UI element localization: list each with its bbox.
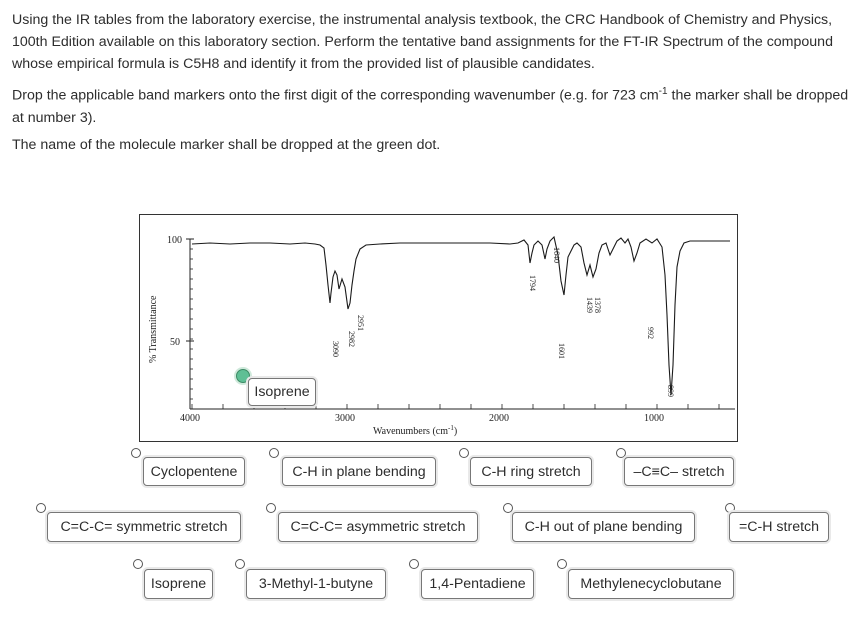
placed-marker-isoprene[interactable] [248, 378, 316, 406]
marker-ccc-asymmetric-stretch[interactable] [278, 512, 478, 542]
marker-ch-in-plane-bending[interactable] [282, 457, 436, 486]
peak-label: 1439 [585, 297, 594, 313]
marker-handle[interactable] [269, 448, 279, 458]
instruction-text: the marker shall be dropped at number 3). [12, 87, 849, 126]
marker-label: C-H out of plane bending [524, 519, 683, 535]
peak-label: 899 [666, 385, 675, 397]
superscript: -1 [658, 86, 668, 97]
x-tick-label-3000: 3000 [335, 413, 355, 424]
marker-ccc-symmetric-stretch[interactable] [47, 512, 241, 542]
marker-label: 1,4-Pentadiene [429, 576, 526, 592]
instruction-paragraph-2 [12, 81, 857, 129]
peak-label: 2951 [356, 315, 365, 331]
marker-handle[interactable] [409, 559, 419, 569]
marker-label: Methylenecyclobutane [580, 576, 722, 592]
x-axis-label-close: ) [453, 426, 458, 437]
peak-label: 1601 [557, 343, 566, 359]
x-tick-label-2000: 2000 [489, 413, 509, 424]
marker-label: =C-H stretch [738, 519, 820, 535]
marker-isoprene[interactable] [144, 569, 213, 599]
marker-handle[interactable] [459, 448, 469, 458]
marker-label: C=C-C= symmetric stretch [60, 519, 228, 535]
marker-label: Isoprene [150, 576, 207, 592]
y-axis-label: % Transmittance [148, 295, 159, 363]
marker-3-methyl-1-butyne[interactable] [246, 569, 386, 599]
ir-spectrum-plot [140, 215, 737, 441]
marker-label: Isoprene [254, 384, 310, 400]
ir-spectrum [139, 214, 738, 442]
marker-handle[interactable] [616, 448, 626, 458]
y-tick-label-100: 100 [167, 235, 182, 246]
marker-label: 3-Methyl-1-butyne [258, 576, 374, 592]
marker-label: C=C-C= asymmetric stretch [290, 519, 466, 535]
x-axis-label-text: Wavenumbers (cm [373, 426, 448, 437]
x-tick-label-1000: 1000 [644, 413, 664, 424]
marker-handle[interactable] [235, 559, 245, 569]
marker-handle[interactable] [133, 559, 143, 569]
marker-label: C-H in plane bending [292, 463, 426, 480]
peak-label: 1640 [552, 247, 561, 263]
marker-triple-bond-stretch[interactable] [624, 457, 734, 486]
instruction-paragraph-1: Using the IR tables from the laboratory exercise, the instrumental analysis textbook, the CRC Handbook of Chemistry and Physics, 100th Edition available on this laboratory section. Perform the tentative band assignments for the FT-IR Spectrum of the compound whose empirical formula is C5H8 and identify it from the provided list of plausible candidates. [12, 12, 833, 72]
marker-handle[interactable] [557, 559, 567, 569]
peak-label: 992 [646, 327, 655, 339]
y-tick-label-50: 50 [170, 337, 180, 348]
peak-label: 2982 [347, 331, 356, 347]
x-axis-label [373, 424, 457, 437]
x-axis-label-sup: -1 [448, 424, 454, 432]
marker-label: C-H ring stretch [481, 463, 581, 480]
marker-cyclopentene[interactable] [143, 457, 245, 486]
marker-handle[interactable] [36, 503, 46, 513]
marker-1-4-pentadiene[interactable] [421, 569, 534, 599]
marker-handle[interactable] [266, 503, 276, 513]
marker-label: Cyclopentene [150, 463, 238, 480]
marker-methylenecyclobutane[interactable] [568, 569, 734, 599]
marker-label: –C≡C– stretch [633, 463, 725, 480]
peak-label: 1794 [528, 275, 537, 291]
instruction-text: Drop the applicable band markers onto the first digit of the corresponding wavenumber (e.g. for 723 cm [12, 87, 659, 104]
marker-ch-ring-stretch[interactable] [470, 457, 592, 486]
peak-label: 1378 [593, 297, 602, 313]
spectrum-trace [192, 237, 730, 395]
peak-label: 3090 [331, 341, 340, 357]
instruction-paragraph-3: The name of the molecule marker shall be dropped at the green dot. [12, 137, 441, 153]
peak-labels [331, 247, 675, 397]
marker-ch-out-of-plane-bending[interactable] [512, 512, 695, 542]
marker-handle[interactable] [131, 448, 141, 458]
marker-ch-stretch[interactable] [729, 512, 829, 542]
x-tick-label-4000: 4000 [180, 413, 200, 424]
marker-handle[interactable] [503, 503, 513, 513]
